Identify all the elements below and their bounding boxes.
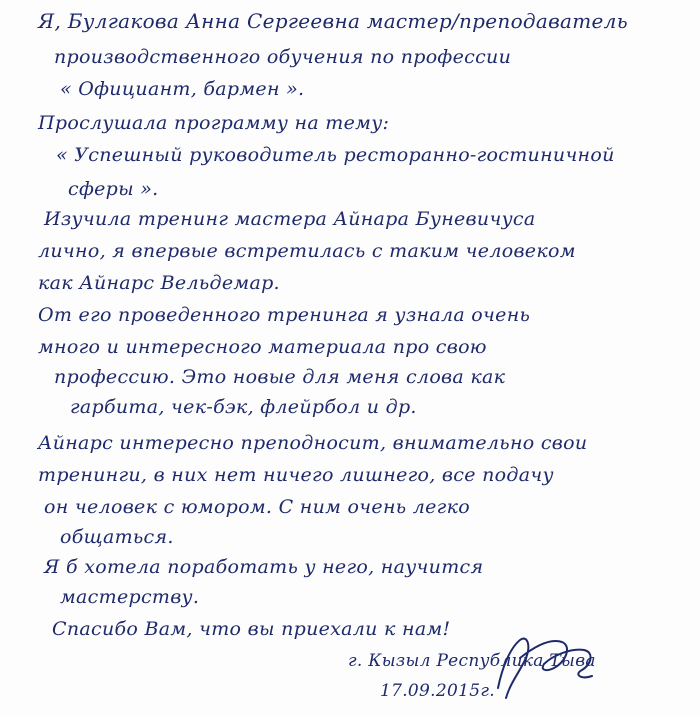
letter-line: Изучила тренинг мастера Айнара Буневичуса (44, 208, 536, 230)
letter-line: профессию. Это новые для меня слова как (54, 366, 506, 388)
letter-line: лично, я впервые встретилась с таким человеком (38, 240, 576, 262)
letter-line: мастерству. (60, 586, 200, 608)
letter-line: общаться. (60, 526, 174, 548)
letter-line: он человек с юмором. С ним очень легко (44, 496, 470, 518)
letter-line: « Успешный руководитель ресторанно-гостиничной (56, 144, 615, 166)
letter-line: гарбита, чек-бэк, флейрбол и др. (70, 396, 417, 418)
letter-line: как Айнарс Вельдемар. (38, 272, 280, 294)
letter-line: сферы ». (68, 178, 159, 200)
letter-line: производственного обучения по профессии (54, 46, 512, 68)
letter-line: Спасибо Вам, что вы приехали к нам! (52, 618, 451, 640)
letter-line: Айнарс интересно преподносит, внимательно свои (38, 432, 588, 454)
letter-date: 17.09.2015г. (380, 681, 495, 701)
letter-place: г. Кызыл Республика Тыва (348, 651, 596, 671)
letter-line: « Официант, бармен ». (60, 78, 305, 100)
handwritten-signature (480, 618, 610, 708)
letter-line: Я б хотела поработать у него, научится (44, 556, 484, 578)
letter-line: Прослушала программу на тему: (38, 112, 390, 134)
letter-line: много и интересного материала про свою (38, 336, 487, 358)
letter-line: тренинги, в них нет ничего лишнего, все подачу (38, 464, 554, 486)
letter-line: Я, Булгакова Анна Сергеевна мастер/преподаватель (38, 9, 628, 33)
letter-line: От его проведенного тренинга я узнала очень (38, 304, 531, 326)
